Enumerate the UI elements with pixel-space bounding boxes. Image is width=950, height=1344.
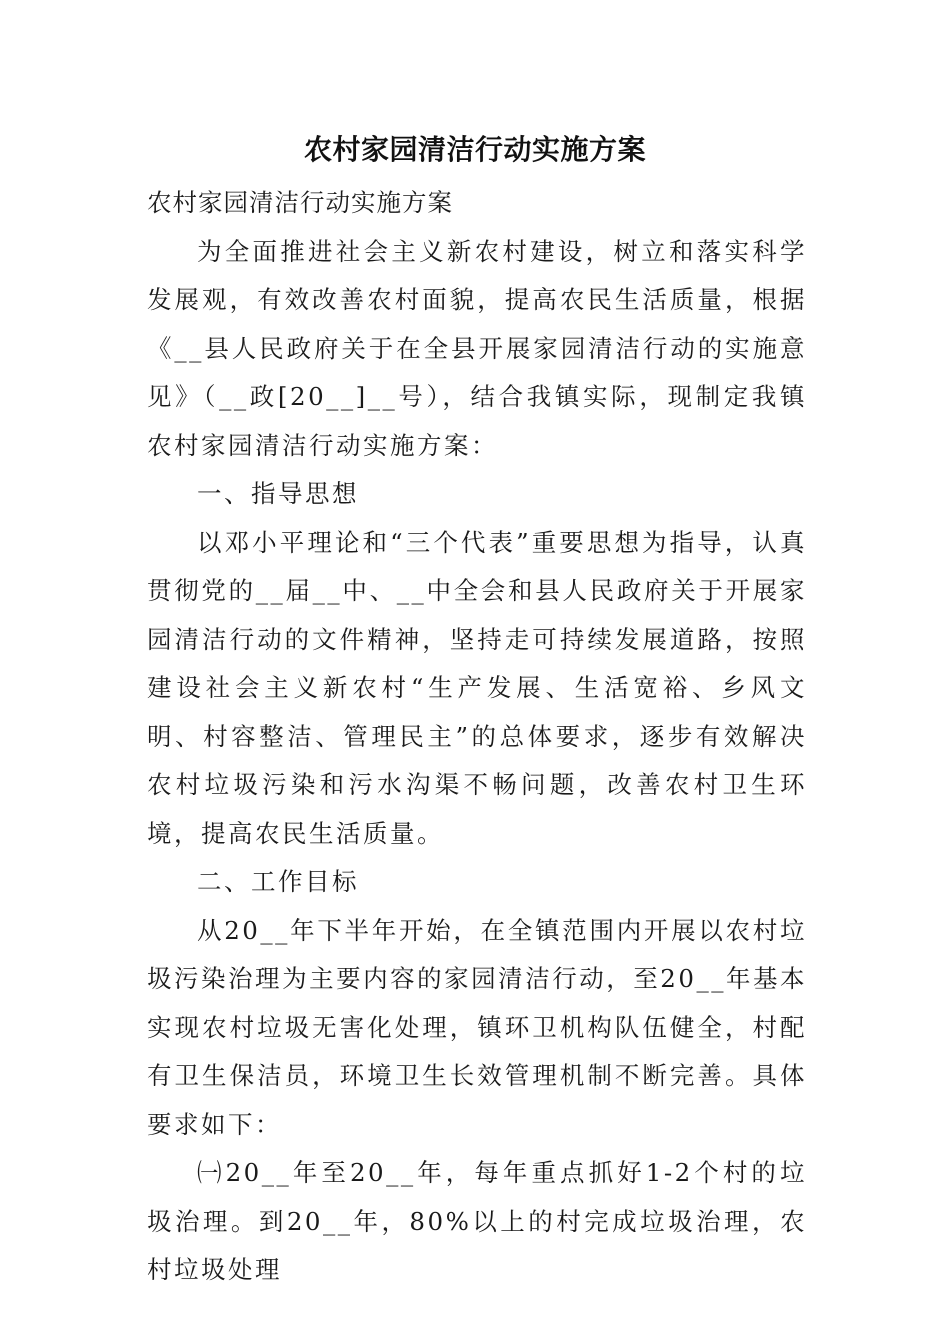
heading-guiding-ideology: 一、指导思想 (197, 479, 359, 508)
heading-work-goals: 二、工作目标 (197, 867, 359, 896)
document-body (147, 179, 807, 1295)
paragraph-goal-item-1: ㈠20__年至20__年，每年重点抓好1-2个村的垃圾治理。到20__年，80%以上的村完成垃圾治理，农村垃圾处理 (147, 1158, 807, 1284)
document-subtitle: 农村家园清洁行动实施方案 (147, 188, 453, 217)
paragraph-guiding-ideology: 以邓小平理论和“三个代表”重要思想为指导，认真贯彻党的__届__中、__中全会和县人民政府关于开展家园清洁行动的文件精神，坚持走可持续发展道路，按照建设社会主义新农村“生产发展、生活宽裕、乡风文明、村容整洁、管理民主”的总体要求，逐步有效解决农村垃圾污染和污水沟渠不畅问题，改善农村卫生环境，提高农民生活质量。 (147, 527, 807, 848)
paragraph-work-goals: 从20__年下半年开始，在全镇范围内开展以农村垃圾污染治理为主要内容的家园清洁行动，至20__年基本实现农村垃圾无害化处理，镇环卫机构队伍健全，村配有卫生保洁员，环境卫生长效管理机制不断完善。具体要求如下： (147, 915, 807, 1139)
paragraph-intro: 为全面推进社会主义新农村建设，树立和落实科学发展观，有效改善农村面貌，提高农民生活质量，根据《__县人民政府关于在全县开展家园清洁行动的实施意见》（__政[20__]__号），结合我镇实际，现制定我镇农村家园清洁行动实施方案： (147, 236, 807, 460)
document-title: 农村家园清洁行动实施方案 (303, 133, 646, 166)
